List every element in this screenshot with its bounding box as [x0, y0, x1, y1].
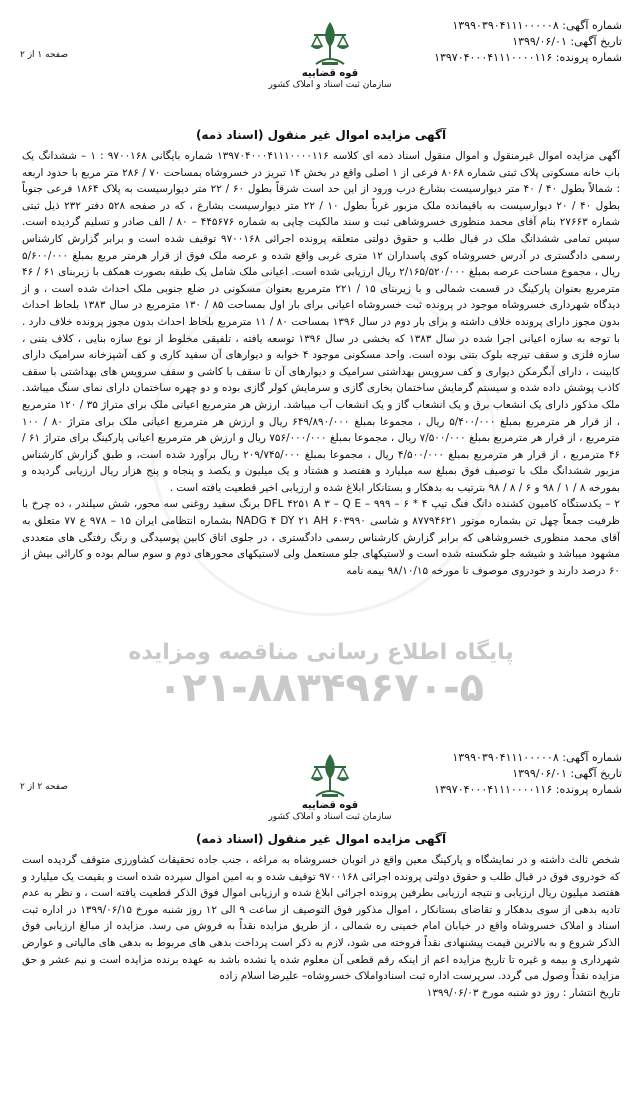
- watermark-text: پایگاه اطلاع رسانی مناقصه ومزایده: [128, 640, 514, 665]
- scales-of-justice-icon: [308, 18, 352, 68]
- org-name-line1: قوه قضاییه: [301, 800, 359, 811]
- ad-date: ۱۳۹۹/۰۶/۰۱: [512, 767, 567, 780]
- notice-title: آگهی مزایده اموال غیر منقول (اسناد ذمه): [195, 128, 447, 142]
- file-number: ۱۳۹۷۰۴۰۰۰۴۱۱۱۰۰۰۰۱۱۶: [434, 783, 553, 796]
- notice-paragraph: آگهی مزایده اموال غیرمنقول و اموال منقول اسناد ذمه ای کلاسه ۱۳۹۷۰۴۰۰۰۴۱۱۱۰۰۰۰۱۱۶ شماره بایگانی ۹۷۰۰۱۶۸ : ۱ – ششدانگ یک باب خانه مسکونی پلاک ثبتی شماره ۸۰۶۸ فرعی از ۱ اصلی واقع در بخش ۱۴ تبریز در خسروشاه بمساحت ۷۰ / ۲۸۶ متر مربع با حدود اربعه : شمالاً بطول ۴۰ / ۴۰ متر دیوارسیست بشارع درب ورود از این حد است شرقاً بطول ۶۰ / ۲۲ متر دیوارسیست به پلاک ۱۸۶۴ فرعی جنوباً بطول ۴۰ / ۲۰ دیوارسیست به باقیمانده ملک مزبور غرباً بطول ۱۰ / ۲۲ متر دیوارسیست بشارع ، که در صفحه ۵۲۸ دفتر ۲۳۲ ذیل ثبتی شماره ۲۷۶۶۳ بنام آقای محمد منظوری خسروشاهی ثبت و سند مالکیت چاپی به شماره ۴۴۵۶۷۶ – ۸۰ / الف صادر و تسلیم گردیده است. سپس تمامی ششدانگ ملک در قبال طلب و حقوق دولتی متعلقه پرونده اجرائی ۹۷۰۰۱۶۸ توقیف شده است و برابر گزارش کارشناس رسمی دادگستری در آدرس خسروشاه کوی پاسداران ۱۲ متری غربی واقع شده و عرصه ملک فوق از قرار هرمتر مربع بمبلغ ۵/۶۰۰/۰۰۰ ریال ، مجموع مساحت عرصه بمبلغ ۲/۱۶۵/۵۲۰/۰۰۰ ریال ارزیابی شده است. اعیانی ملک شامل یک طبقه بصورت همکف با زیربنای ۶۱ / ۴۶ مترمربع بعنوان پارکینگ در قسمت شمالی و با زیربنای ۱۵ / ۲۲۱ مترمربع بعنوان مسکونی در ضلع جنوبی ملک احداث شده است ، و از دیدگاه شهرداری خسروشاه موجود در پرونده ثبت خسروشاه اعیانی برای بار اول بمساحت ۸۵ / ۱۳۰ مترمربع در سال ۱۳۸۳ بلحاظ احداث بدون مجوز دارای پرونده خلاف داشته و برای بار دوم در سال ۱۳۹۶ بمساحت ۸۰ / ۱۱ مترمربع بلحاظ احداث بدون مجوز پرونده خلاف دارد . با توجه به سازه اعیانی اجرا شده در سال ۱۳۸۳ که بخشی در سال ۱۳۹۶ توسعه یافته ، تلفیقی مخلوط از نوع سازه بنایی ، کلاف بتنی ، سازه فلزی و سقف تیرچه بلوک بتنی بوده است. واحد مسکونی موجود ۴ خوابه و دیوارهای آن سفید کاری و کف آشپزخانه سرامیک دارای کابینت ، دارای آبگرمکن دیواری و کف سرویس بهداشتی سرامیک و دیوارهای آن تا سقف با کاشی و سقف سرویس های بهداشتی با سقف کاذب پوشش داده شده و سیستم گرمایش ساختمان بخاری گازی و سرمایش کولر گازی بوده و دو چهره ساختمان دارای نمای سنگ میباشد. ملک مذکور دارای یک انشعاب برق و یک انشعاب گاز و یک انشعاب آب میباشد. ارزش هر مترمربع اعیانی ملک برای متراژ ۳۵ / ۱۲۰ مترمربع ، از قرار هر مترمربع بمبلغ ۵/۴۰۰/۰۰۰ ریال ، مجموعا بمبلغ ۶۴۹/۸۹۰/۰۰۰ ریال و ارزش هر مترمربع اعیانی ملک برای متراژ ۸۰ / ۱۰۰ مترمربع ، از قرار هر مترمربع بمبلغ ۷/۵۰۰/۰۰۰ ریال ، مجموعا بمبلغ ۷۵۶/۰۰۰/۰۰۰ ریال و ارزش هر مترمربع اعیانی پارکینگ برای متراژ ۶۱ / ۴۶ مترمربع ، از قرار هر مترمربع بمبلغ ۴/۵۰۰/۰۰۰ ریال ، مجموعا بمبلغ ۲۰۹/۷۴۵/۰۰۰ ریال برآورد شده است، و طبق گزارش کارشناس مزبور ششدانگ ملک با توصیف فوق بمبلغ سه میلیارد و هفتصد و هشتاد و یک میلیون و یکصد و پنجاه و پنج هزار ریال ارزیابی گردیده و بمورخه ۸ / ۱ / ۹۸ و ۶ / ۸ / ۹۸ بترتیب به بدهکار و بستانکار ابلاغ شده و ارزیابی اخیر قطعیت یافته است .: [22, 150, 621, 494]
- file-number-label: شماره پرونده:: [555, 783, 622, 796]
- ad-date-row: [434, 34, 622, 50]
- watermark-phone: ۰۲۱-۸۸۳۴۹۶۷۰-۵: [157, 665, 485, 711]
- notice-header: [20, 18, 622, 98]
- file-number-row: [434, 782, 622, 798]
- ad-number-label: شماره آگهی:: [562, 19, 622, 32]
- notice-meta: [434, 750, 622, 798]
- org-name-line2: سازمان ثبت اسناد و املاک کشور: [268, 812, 392, 822]
- file-number: ۱۳۹۷۰۴۰۰۰۴۱۱۱۰۰۰۰۱۱۶: [434, 51, 553, 64]
- ad-date-label: تاریخ آگهی:: [570, 767, 622, 780]
- ad-number: ۱۳۹۹۰۳۹۰۴۱۱۱۰۰۰۰۰۸: [452, 19, 559, 32]
- org-name-line2: سازمان ثبت اسناد و املاک کشور: [268, 80, 392, 90]
- notice-meta: [434, 18, 622, 66]
- notice-body: [22, 148, 620, 579]
- notice-paragraph: ۲ – یکدستگاه کامیون کشنده دانگ فنگ تیپ ۴ * ۶ – ۹۹۹ – DFL ۴۲۵۱ A ۳ – Q E برنگ سفید روغنی سه محور، شش سیلندر ، ده چرخ با ظرفیت جمعاً چهل تن بشماره موتور ۸۷۷۹۴۶۲۱ و شاسی ۶۰۳۹۹۰ NADG ۴ DY ۲۱ AH بشماره انتظامی ایران ۱۵ – ۹۷۸ ع ۷۷ متعلق به آقای محمد منظوری خسروشاهی که برابر گزارش کارشناس رسمی دادگستری ، در جلوی اتاق کابین پوسیدگی و رنگ رفتگی های متعددی مشهود میباشد و شیشه جلو شکسته شده است و لاستیکهای جلو مستعمل ولی لاستیکهای محورهای دوم و سوم سالم بوده و کارائی بیش از ۶۰ درصد دارند و خودروی موصوف تا مورخه ۹۸/۱۰/۱۵ بیمه نامه: [22, 498, 620, 577]
- page-number: صفحه ۲ از ۲: [20, 782, 68, 792]
- publication-date: تاریخ انتشار : روز دو شنبه مورخ ۱۳۹۹/۰۶/۰۳: [426, 986, 620, 999]
- ad-date: ۱۳۹۹/۰۶/۰۱: [512, 35, 567, 48]
- org-name-line1: قوه قضاییه: [301, 68, 359, 79]
- scales-of-justice-icon: [308, 750, 352, 800]
- notice-title: آگهی مزایده اموال غیر منقول (اسناد ذمه): [195, 832, 447, 846]
- file-number-label: شماره پرونده:: [555, 51, 622, 64]
- page-number: صفحه ۱ از ۲: [20, 50, 68, 60]
- ad-date-row: [434, 766, 622, 782]
- notice-body: [22, 852, 620, 1001]
- ad-number-row: [434, 18, 622, 34]
- ad-number: ۱۳۹۹۰۳۹۰۴۱۱۱۰۰۰۰۰۸: [452, 751, 559, 764]
- ad-number-label: شماره آگهی:: [562, 751, 622, 764]
- notice-paragraph: شخص ثالث داشته و در نمایشگاه و پارکینگ معین واقع در اتوبان خسروشاه به مراغه ، جنب جاده تحقیقات کشاورزی متوقف گردیده است که خودروی فوق در قبال طلب و حقوق دولتی پرونده اجرائی ۹۷۰۰۱۶۸ توقیف شده و به امین اموال سپرده شده است و بقیمت یک میلیارد و هفتصد میلیون ریال ارزیابی و نتیجه ارزیابی بطرفین پرونده اجرائی ابلاغ شده و ارزیابی اموال فوق الذکر قطعیت یافته است ، و نظر به عدم تادیه بدهی از سوی بدهکار و تقاضای بستانکار ، اموال مذکور فوق التوصیف از ساعت ۹ الی ۱۲ روز شنبه مورخ ۱۳۹۹/۰۶/۱۵ در اداره ثبت اسناد و املاک خسروشاه واقع در خیابان امام خمینی ره شمالی ، از طریق مزایده نقداً به فروش می رسد. مزایده از مبالغ ارزیابی فوق الذکر شروع و به بالاترین قیمت پیشنهادی نقداً فروخته می شود، لازم به ذکر است پرداخت بدهی های مربوط به بدهی های مالیاتی و عوارض شهرداری و بیمه و غیره تا تاریخ مزایده اعم از اینکه رقم قطعی آن معلوم شده یا نشده باشد به عهده برنده مزایده است و نیم عشر و حق مزایده نقداً وصول می گردد. سرپرست اداره ثبت اسنادواملاک خسروشاه– علیرضا اسلام زاده: [22, 854, 620, 983]
- judiciary-emblem: [265, 18, 395, 98]
- ad-number-row: [434, 750, 622, 766]
- file-number-row: [434, 50, 622, 66]
- ad-date-label: تاریخ آگهی:: [570, 35, 622, 48]
- notice-header: [20, 750, 622, 830]
- judiciary-emblem: [265, 750, 395, 830]
- watermark: [40, 640, 602, 711]
